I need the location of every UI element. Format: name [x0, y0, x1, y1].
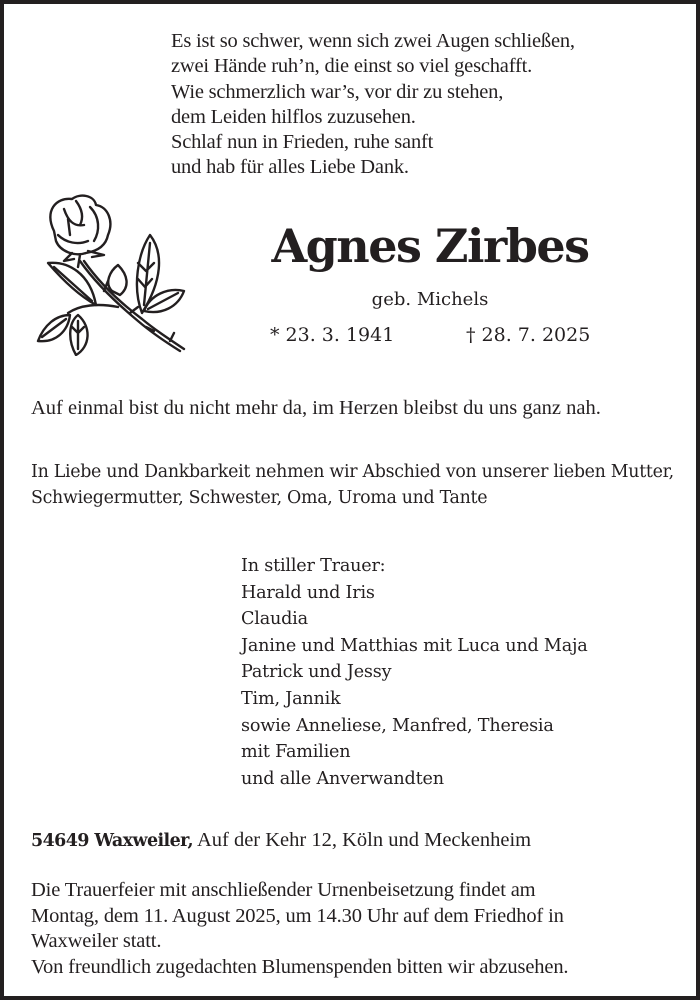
ceremony-line: Die Trauerfeier mit anschließender Urnenbeisetzung findet am	[31, 879, 536, 901]
ceremony-line: Montag, dem 11. August 2025, um 14.30 Uhr auf dem Friedhof in	[31, 904, 564, 927]
ceremony-line: Von freundlich zugedachten Blumenspenden bitten wir abzusehen.	[31, 955, 569, 978]
maiden-name: geb. Michels	[371, 289, 489, 310]
mourner-line: und alle Anverwandten	[241, 768, 444, 789]
poem-line: Es ist so schwer, wenn sich zwei Augen schließen,	[171, 30, 575, 52]
mourner-line: Janine und Matthias mit Luca und Maja	[241, 635, 588, 656]
mourner-line: Patrick und Jessy	[241, 662, 392, 683]
mourner-line: sowie Anneliese, Manfred, Theresia	[241, 715, 554, 736]
obituary-notice	[4, 4, 696, 996]
ceremony-info	[31, 878, 681, 980]
mourner-line: Tim, Jannik	[241, 688, 341, 709]
farewell-text: Auf einmal bist du nicht mehr da, im Herzen bleibst du uns ganz nah.	[31, 397, 601, 419]
poem-line: zwei Hände ruh’n, die einst so viel geschafft.	[171, 55, 533, 78]
mourner-line: mit Familien	[241, 742, 351, 763]
rose-icon	[34, 191, 189, 356]
address-town: 54649 Waxweiler,	[31, 831, 193, 851]
poem-line: dem Leiden hilflos zuzusehen.	[171, 105, 416, 128]
death-date: † 28. 7. 2025	[466, 324, 591, 346]
deceased-name: Agnes Zirbes	[271, 219, 589, 273]
poem-line: und hab für alles Liebe Dank.	[171, 156, 409, 179]
ceremony-line: Waxweiler statt.	[31, 930, 162, 952]
mourners-heading: In stiller Trauer:	[241, 556, 386, 576]
mourner-line: Harald und Iris	[241, 582, 375, 603]
announcement-text: In Liebe und Dankbarkeit nehmen wir Abschied von unserer lieben Mutter, Schwiegermutter, Schwester, Oma, Uroma und Tante	[31, 462, 674, 508]
mourner-line: Claudia	[241, 609, 308, 630]
address-details: Auf der Kehr 12, Köln und Meckenheim	[192, 829, 532, 851]
poem	[171, 29, 575, 181]
poem-line: Schlaf nun in Frieden, ruhe sanft	[171, 131, 434, 154]
poem-line: Wie schmerzlich war’s, vor dir zu stehen,	[171, 80, 504, 103]
birth-date: * 23. 3. 1941	[270, 324, 395, 346]
mourners-list	[241, 553, 588, 792]
address	[31, 827, 531, 854]
